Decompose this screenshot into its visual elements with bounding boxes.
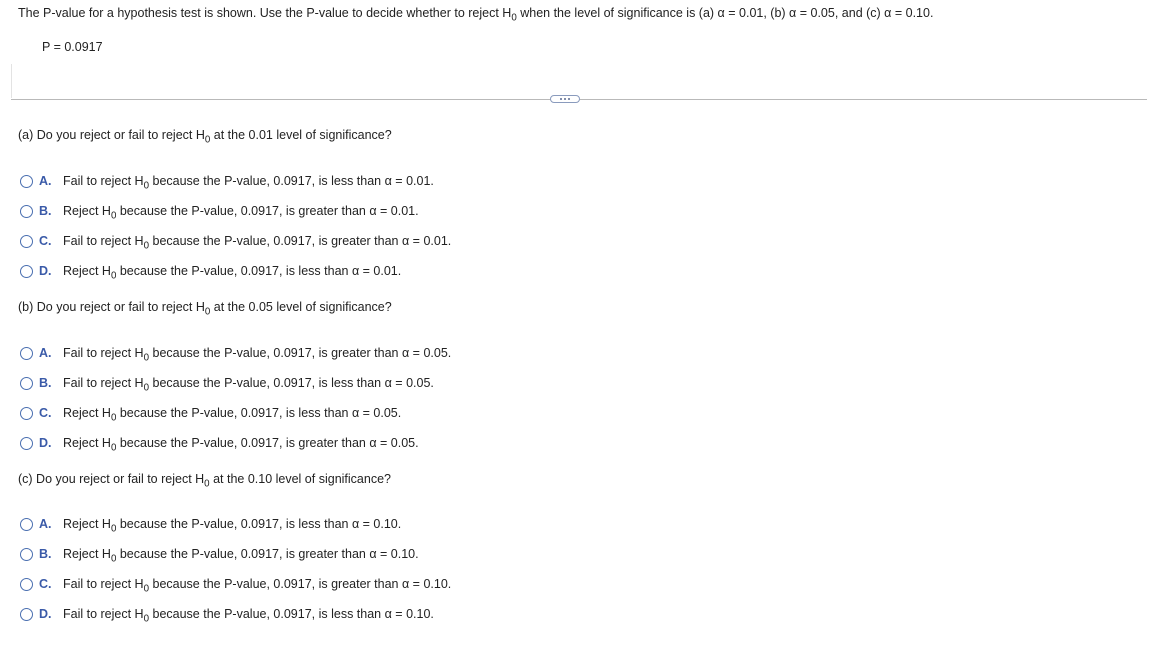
option-text-start: Fail to reject H <box>63 346 144 360</box>
question-text-end: at the 0.01 level of significance? <box>210 128 392 142</box>
option-text <box>63 577 452 595</box>
option-text-start: Reject H <box>63 406 111 420</box>
option-text-end: because the P-value, 0.0917, is greater than α = 0.10. <box>116 547 419 561</box>
option-text-start: Fail to reject H <box>63 577 144 591</box>
option-text-end: because the P-value, 0.0917, is less than α = 0.10. <box>149 607 434 621</box>
option-text-end: because the P-value, 0.0917, is greater than α = 0.01. <box>116 204 419 218</box>
radio-unselected-icon[interactable] <box>20 347 33 360</box>
option-c-C[interactable] <box>20 575 451 593</box>
option-letter: A. <box>39 517 52 531</box>
p-value: P = 0.0917 <box>42 40 103 54</box>
h0-subscript: 0 <box>143 382 150 394</box>
h0-subscript: 0 <box>204 306 211 318</box>
ellipsis-icon <box>560 98 562 100</box>
option-text-end: because the P-value, 0.0917, is less than α = 0.05. <box>116 406 402 420</box>
option-a-B[interactable] <box>20 202 419 220</box>
more-button[interactable] <box>550 95 580 103</box>
option-text-end: because the P-value, 0.0917, is less than α = 0.01. <box>116 264 402 278</box>
option-text <box>63 547 419 565</box>
radio-unselected-icon[interactable] <box>20 407 33 420</box>
option-text-end: because the P-value, 0.0917, is less than α = 0.05. <box>149 376 434 390</box>
option-text <box>63 346 452 364</box>
h0-subscript: 0 <box>110 523 117 535</box>
option-text <box>63 204 419 222</box>
option-letter: C. <box>39 234 52 248</box>
question-text: (c) Do you reject or fail to reject H <box>18 472 205 486</box>
option-letter: A. <box>39 174 52 188</box>
option-text-start: Fail to reject H <box>63 234 144 248</box>
option-b-B[interactable] <box>20 374 434 392</box>
radio-unselected-icon[interactable] <box>20 437 33 450</box>
option-text-start: Reject H <box>63 436 111 450</box>
h0-subscript: 0 <box>110 210 117 222</box>
option-text-start: Reject H <box>63 517 111 531</box>
question-a <box>18 128 392 146</box>
option-letter: C. <box>39 577 52 591</box>
option-text-start: Fail to reject H <box>63 607 144 621</box>
ellipsis-icon <box>564 98 566 100</box>
radio-unselected-icon[interactable] <box>20 265 33 278</box>
option-text <box>63 436 419 454</box>
option-text-end: because the P-value, 0.0917, is greater than α = 0.05. <box>149 346 452 360</box>
radio-unselected-icon[interactable] <box>20 578 33 591</box>
ellipsis-icon <box>568 98 570 100</box>
h0-subscript: 0 <box>143 240 150 252</box>
h0-subscript: 0 <box>143 180 150 192</box>
option-text-end: because the P-value, 0.0917, is less than α = 0.01. <box>149 174 434 188</box>
option-text <box>63 517 402 535</box>
problem-statement <box>18 6 934 24</box>
option-a-D[interactable] <box>20 262 401 280</box>
option-text-start: Fail to reject H <box>63 376 144 390</box>
option-a-A[interactable] <box>20 172 434 190</box>
option-text <box>63 607 434 625</box>
option-text-end: because the P-value, 0.0917, is greater than α = 0.01. <box>149 234 452 248</box>
option-letter: B. <box>39 376 52 390</box>
option-text <box>63 264 402 282</box>
option-text-start: Reject H <box>63 547 111 561</box>
question-c <box>18 472 391 490</box>
radio-unselected-icon[interactable] <box>20 548 33 561</box>
h0-subscript: 0 <box>204 134 211 146</box>
option-text-end: because the P-value, 0.0917, is less than α = 0.10. <box>116 517 402 531</box>
h0-subscript: 0 <box>143 352 150 364</box>
h0-subscript: 0 <box>110 412 117 424</box>
option-c-A[interactable] <box>20 515 401 533</box>
option-letter: B. <box>39 547 52 561</box>
question-text-end: at the 0.10 level of significance? <box>209 472 391 486</box>
problem-statement-text: The P-value for a hypothesis test is shown. Use the P-value to decide whether to reject H <box>18 6 512 20</box>
question-text: (a) Do you reject or fail to reject H <box>18 128 205 142</box>
option-letter: D. <box>39 436 52 450</box>
option-b-C[interactable] <box>20 404 401 422</box>
question-text: (b) Do you reject or fail to reject H <box>18 300 205 314</box>
h0-subscript: 0 <box>143 583 150 595</box>
option-text-start: Reject H <box>63 204 111 218</box>
option-letter: C. <box>39 406 52 420</box>
radio-unselected-icon[interactable] <box>20 235 33 248</box>
h0-subscript: 0 <box>143 613 150 625</box>
option-a-C[interactable] <box>20 232 451 250</box>
option-text-start: Fail to reject H <box>63 174 144 188</box>
option-text <box>63 234 452 252</box>
radio-unselected-icon[interactable] <box>20 175 33 188</box>
left-rule <box>11 64 12 98</box>
radio-unselected-icon[interactable] <box>20 377 33 390</box>
option-text-end: because the P-value, 0.0917, is greater than α = 0.05. <box>116 436 419 450</box>
radio-unselected-icon[interactable] <box>20 608 33 621</box>
option-letter: D. <box>39 607 52 621</box>
radio-unselected-icon[interactable] <box>20 205 33 218</box>
option-text-start: Reject H <box>63 264 111 278</box>
h0-subscript: 0 <box>110 553 117 565</box>
option-letter: B. <box>39 204 52 218</box>
h0-subscript: 0 <box>204 478 210 490</box>
option-text-end: because the P-value, 0.0917, is greater than α = 0.10. <box>149 577 452 591</box>
question-text-end: at the 0.05 level of significance? <box>210 300 392 314</box>
option-b-D[interactable] <box>20 434 419 452</box>
option-c-D[interactable] <box>20 605 434 623</box>
option-b-A[interactable] <box>20 344 451 362</box>
problem-statement-text-end: when the level of significance is (a) α = 0.01, (b) α = 0.05, and (c) α = 0.10. <box>516 6 934 20</box>
option-text <box>63 174 434 192</box>
h0-subscript: 0 <box>110 442 117 454</box>
h0-subscript: 0 <box>110 270 117 282</box>
option-letter: D. <box>39 264 52 278</box>
option-letter: A. <box>39 346 52 360</box>
option-text <box>63 406 402 424</box>
radio-unselected-icon[interactable] <box>20 518 33 531</box>
h0-subscript: 0 <box>511 12 517 24</box>
question-b <box>18 300 392 318</box>
option-c-B[interactable] <box>20 545 419 563</box>
option-text <box>63 376 434 394</box>
